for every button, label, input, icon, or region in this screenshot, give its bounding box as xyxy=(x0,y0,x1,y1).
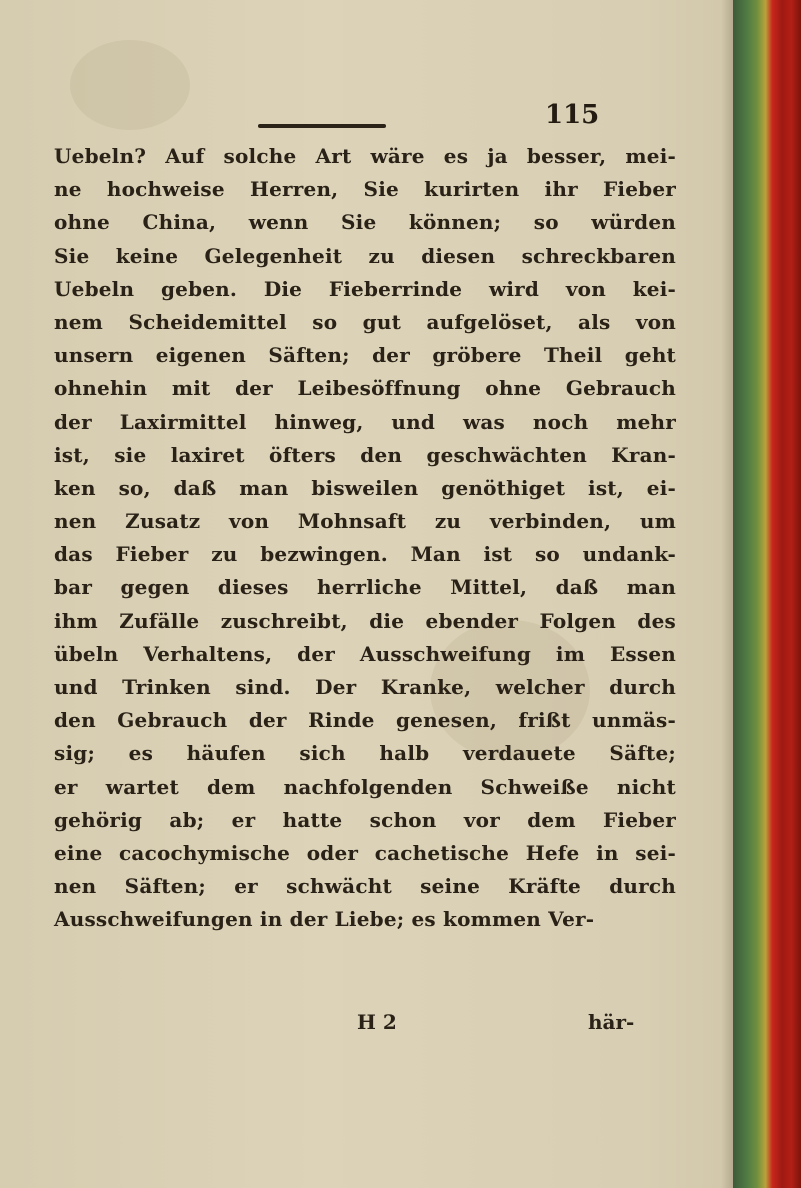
page-footer xyxy=(54,1010,676,1044)
text-line: Uebeln geben. Die Fieberrinde wird von kei- xyxy=(54,276,676,301)
header-rule xyxy=(258,124,386,128)
text-line: nen Säften; er schwächt seine Kräfte durch xyxy=(54,874,676,899)
text-line: sig; es häufen sich halb verdauete Säfte; xyxy=(54,741,676,766)
catchword: här- xyxy=(588,1010,635,1034)
text-line: ohnehin mit der Leibesöffnung ohne Gebrauch xyxy=(54,376,676,401)
page-number: 115 xyxy=(545,100,600,130)
text-line: gehörig ab; er hatte schon vor dem Fieber xyxy=(54,807,676,832)
text-line: er wartet dem nachfolgenden Schweiße nicht xyxy=(54,774,676,799)
text-line: den Gebrauch der Rinde genesen, frißt unmäs- xyxy=(54,708,676,733)
text-line: bar gegen dieses herrliche Mittel, daß man xyxy=(54,575,676,600)
text-line: nen Zusatz von Mohnsaft zu verbinden, um xyxy=(54,509,676,534)
text-line: übeln Verhaltens, der Ausschweifung im Essen xyxy=(54,641,676,666)
text-line: das Fieber zu bezwingen. Man ist so undank- xyxy=(54,542,676,567)
text-line: ken so, daß man bisweilen genöthiget ist, ei- xyxy=(54,475,676,500)
paper-stain xyxy=(70,40,190,130)
text-line: Uebeln? Auf solche Art wäre es ja besser, mei- xyxy=(54,144,676,168)
text-line: eine cacochymische oder cachetische Hefe in sei- xyxy=(54,840,676,865)
text-line: ist, sie laxiret öfters den geschwächten Kran- xyxy=(54,442,676,467)
text-line: ohne China, wenn Sie können; so würden xyxy=(54,210,676,235)
text-line: und Trinken sind. Der Kranke, welcher durch xyxy=(54,675,676,699)
text-line: nem Scheidemittel so gut aufgelöset, als von xyxy=(54,309,676,334)
text-line: Ausschweifungen in der Liebe; es kommen Ver- xyxy=(54,907,595,932)
text-line: Sie keine Gelegenheit zu diesen schreckbaren xyxy=(54,243,676,268)
text-line: unsern eigenen Säften; der gröbere Theil geht xyxy=(54,343,676,368)
text-line: ne hochweise Herren, Sie kurirten ihr Fieber xyxy=(54,177,676,202)
signature-mark: H 2 xyxy=(357,1010,397,1034)
book-spine-edge xyxy=(733,0,801,1188)
text-line: der Laxirmittel hinweg, und was noch mehr xyxy=(54,409,676,434)
body-text xyxy=(54,140,676,937)
text-line: ihm Zufälle zuschreibt, die ebender Folgen des xyxy=(54,608,676,633)
